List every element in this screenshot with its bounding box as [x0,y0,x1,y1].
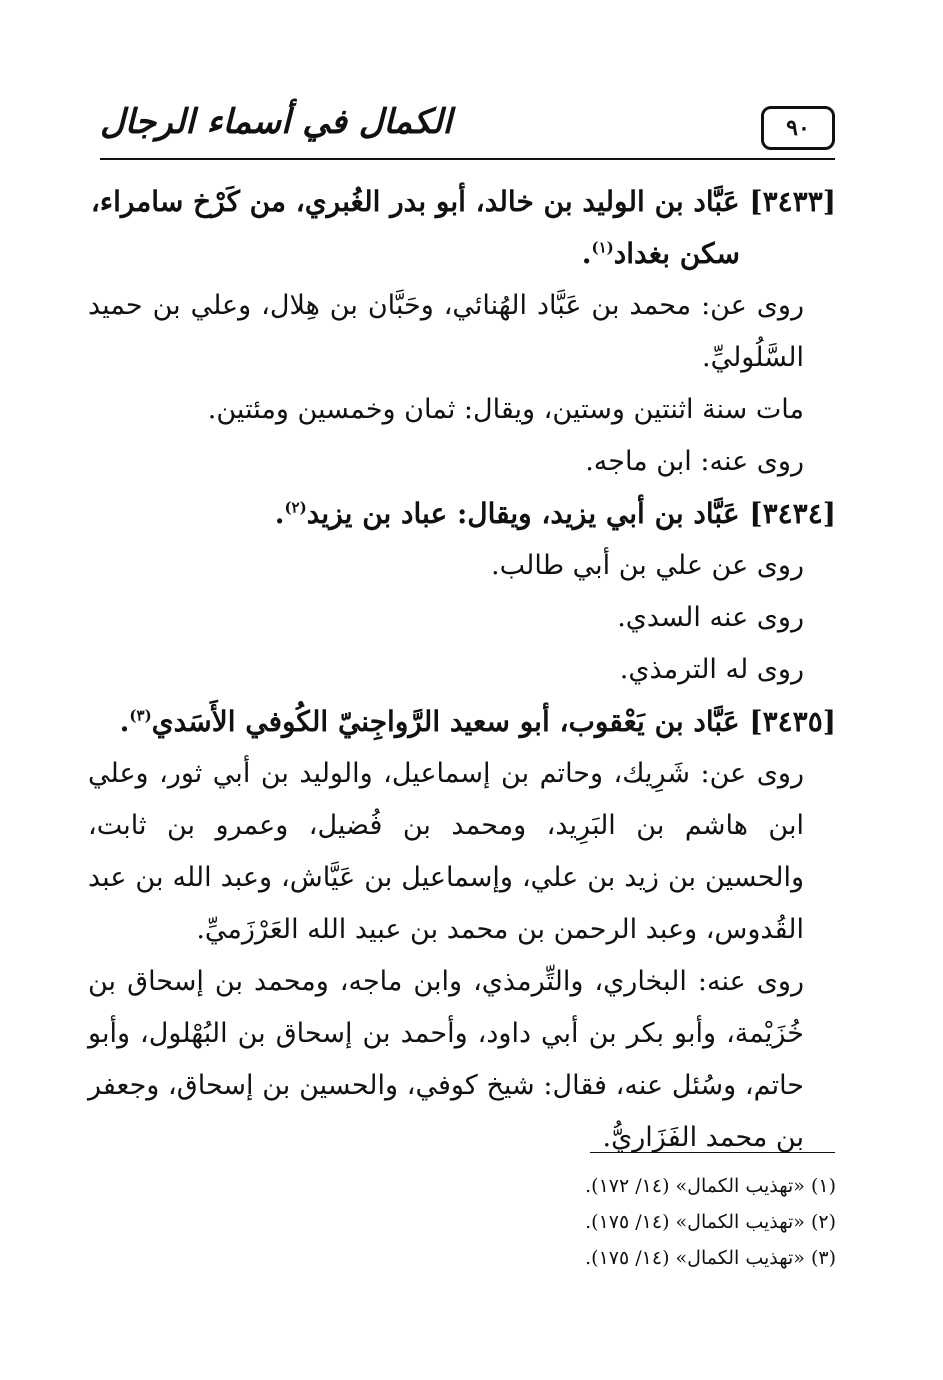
paragraph: روى عن علي بن أبي طالب. [491,550,804,581]
entry-heading-text: سكن بغداد [613,237,740,270]
paragraph: روى له الترمذي. [619,654,804,685]
entry-heading [88,176,836,228]
book-title-calligraphy: الكمال في أسماء الرجال [100,102,452,142]
footnote: (١) «تهذيب الكمال» (١٤/ ١٧٢). [585,1175,836,1197]
paragraph: روى عن: شَرِيك، وحاتم بن إسماعيل، والوليد بن أبي ثور، وعلي ابن هاشم بن البَرِيد، ومحمد بن فُضيل، وعمرو بن ثابت، والحسين بن زيد بن علي، وإسماعيل بن عَيَّاش، وعبد الله بن عبد القُدوس، وعبد الرحمن بن محمد بن عبيد الله العَرْزَميِّ. [88,758,804,945]
footnote-ref: (٢) [284,498,307,517]
entry-heading-continuation [88,228,836,280]
entry-heading-text: [٣٤٣٥] عَبَّاد بن يَعْقوب، أبو سعيد الرَّواجِنيّ الكُوفي الأَسَدي [151,705,836,738]
entry-heading [88,488,836,540]
footnote-ref: (١) [591,238,614,257]
footnote-rule [590,1152,835,1153]
entry-heading [88,696,836,748]
paragraph: روى عن: محمد بن عَبَّاد الهُنائي، وحَبَّان بن هِلال، وعلي بن حميد السَّلُوليِّ. [88,290,804,373]
footnotes [300,1168,836,1276]
page-number-box [761,106,835,150]
heading-period: . [274,497,285,530]
footnote: (٢) «تهذيب الكمال» (١٤/ ١٧٥). [585,1211,836,1233]
paragraph: روى عنه السدي. [617,602,804,633]
footnote: (٣) «تهذيب الكمال» (١٤/ ١٧٥). [585,1247,836,1269]
entry-heading-text: [٣٤٣٣] عَبَّاد بن الوليد بن خالد، أبو بدر الغُبري، من كَرْخ سامراء، [90,185,836,218]
footnote-ref: (٣) [129,706,152,725]
paragraph: مات سنة اثنتين وستين، ويقال: ثمان وخمسين ومئتين. [207,394,804,425]
header-rule [100,158,835,160]
paragraph: روى عنه: ابن ماجه. [585,446,804,477]
main-text [88,176,836,1164]
entry-heading-text: [٣٤٣٤] عَبَّاد بن أبي يزيد، ويقال: عباد بن يزيد [306,497,836,530]
paragraph: روى عنه: البخاري، والتِّرمذي، وابن ماجه، ومحمد بن إسحاق بن خُزَيْمة، وأبو بكر بن أبي داود، وأحمد بن إسحاق بن البُهْلول، وأبو حاتم، وسُئل عنه، فقال: شيخ كوفي، والحسين بن إسحاق، وجعفر بن محمد الفَزَاريُّ. [88,966,804,1153]
page-number: ٩٠ [786,115,810,141]
heading-period: . [119,705,130,738]
running-header [100,98,835,160]
heading-period: . [581,237,592,270]
